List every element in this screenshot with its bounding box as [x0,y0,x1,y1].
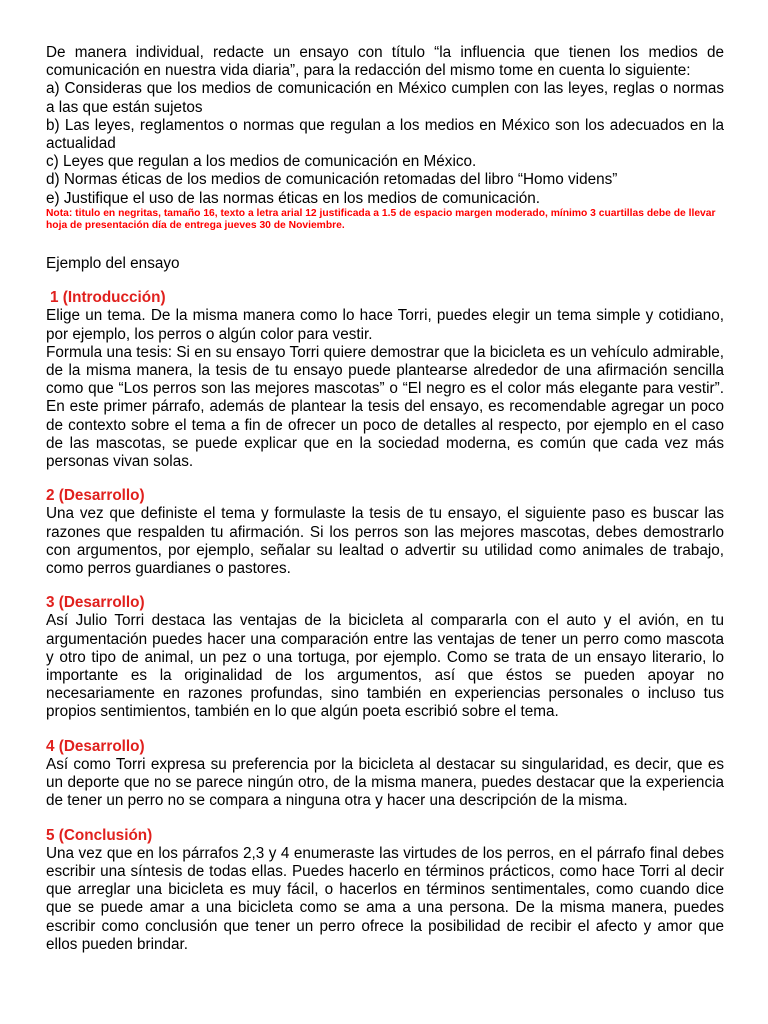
section-heading: 2 (Desarrollo) [46,487,145,505]
section-body [46,612,724,721]
section-heading: 1 (Introducción) [50,289,166,307]
requirement-item-c: c) Leyes que regulan a los medios de comunicación en México. [46,153,477,171]
section-body [46,845,724,954]
section-paragraph: Así como Torri expresa su preferencia por la bicicleta al destacar su singularidad, es decir, que es un deporte que no se parece ningún otro, de la misma manera, puedes destacar que la experiencia de tener un perro no se compara a ninguna otra y hacer una descripción de la misma. [46,755,724,810]
requirement-item-a: a) Consideras que los medios de comunicación en México cumplen con las leyes, reglas o normas a las que están sujetos [46,80,724,116]
section-paragraph: Una vez que definiste el tema y formulaste la tesis de tu ensayo, el siguiente paso es buscar las razones que respalden tu afirmación. Si los perros son las mejores mascotas, debes demostrarlo con argumentos, por ejemplo, señalar su lealtad o advertir su utilidad como animales de trabajo, como perros guardianes o pastores. [46,505,724,578]
section-body [46,505,724,578]
assignment-intro: De manera individual, redacte un ensayo con título “la influencia que tienen los medios de comunicación en nuestra vida diaria”, para la redacción del mismo tome en cuenta lo siguiente: [46,44,724,80]
example-title: Ejemplo del ensayo [46,255,180,273]
section-development-3 [46,738,724,811]
section-paragraph: Elige un tema. De la misma manera como lo hace Torri, puedes elegir un tema simple y cotidiano, por ejemplo, los perros o algún color para vestir. [46,307,724,343]
requirement-item-d: d) Normas éticas de los medios de comunicación retomadas del libro “Homo videns” [46,171,618,189]
section-introduction [46,289,724,471]
section-heading: 4 (Desarrollo) [46,737,145,755]
requirement-item-e: e) Justifique el uso de las normas éticas en los medios de comunicación. [46,189,541,207]
requirement-item-b: b) Las leyes, reglamentos o normas que regulan a los medios en México son los adecuados en la actualidad [46,116,724,153]
section-paragraph: Formula una tesis: Si en su ensayo Torri quiere demostrar que la bicicleta es un vehículo admirable, de la misma manera, la tesis de tu ensayo puede plantearse alrededor de una afirmación sencilla como que “Los perros son las mejores mascotas” o “El negro es el color más elegante para vestir”. En este primer párrafo, además de plantear la tesis del ensayo, es recomendable agregar un poco de contexto sobre el tema a fin de ofrecer un poco de detalles al respecto, por ejemplo en el caso de las mascotas, se puede explicar que en la sociedad moderna, es común que cada vez más personas vivan solas. [46,343,724,471]
section-body [46,756,724,811]
section-body [46,307,724,471]
section-paragraph: Una vez que en los párrafos 2,3 y 4 enumeraste las virtudes de los perros, en el párrafo final debes escribir una síntesis de todas ellas. Puedes hacerlo en términos prácticos, como hace Torri al decir que arreglar una bicicleta es muy fácil, o hacerlos en términos sentimentales, como cuando dice que se puede amar a una bicicleta como se ama a una persona. De la misma manera, puedes escribir como conclusión que tener un perro ofrece la posibilidad de recibir el afecto y amor que ellos pueden brindar. [46,844,724,953]
section-heading: 5 (Conclusión) [46,826,153,844]
section-paragraph: Así Julio Torri destaca las ventajas de la bicicleta al compararla con el auto y el avión, en tu argumentación puedes hacer una comparación entre las ventajas de tener un perro como mascota y otro tipo de animal, un pez o una tortuga, por ejemplo. Como se trata de un ensayo literario, lo importante es la originalidad de los argumentos, así que éstos se pueden apoyar no necesariamente en razones profundas, sino también en experiencias personales o incluso tus propios sentimientos, también en lo que algún poeta escribió sobre el tema. [46,612,724,721]
section-heading: 3 (Desarrollo) [46,594,145,612]
requirements-list [46,80,724,207]
section-conclusion [46,827,724,954]
section-development-2 [46,594,724,721]
format-note: Nota: titulo en negritas, tamaño 16, texto a letra arial 12 justificada a 1.5 de espacio margen moderado, mínimo 3 cuartillas debe de llevar hoja de presentación día de entrega jueves 30 de Noviembre. [46,207,716,232]
section-development-1 [46,487,724,578]
document-page [46,44,724,954]
